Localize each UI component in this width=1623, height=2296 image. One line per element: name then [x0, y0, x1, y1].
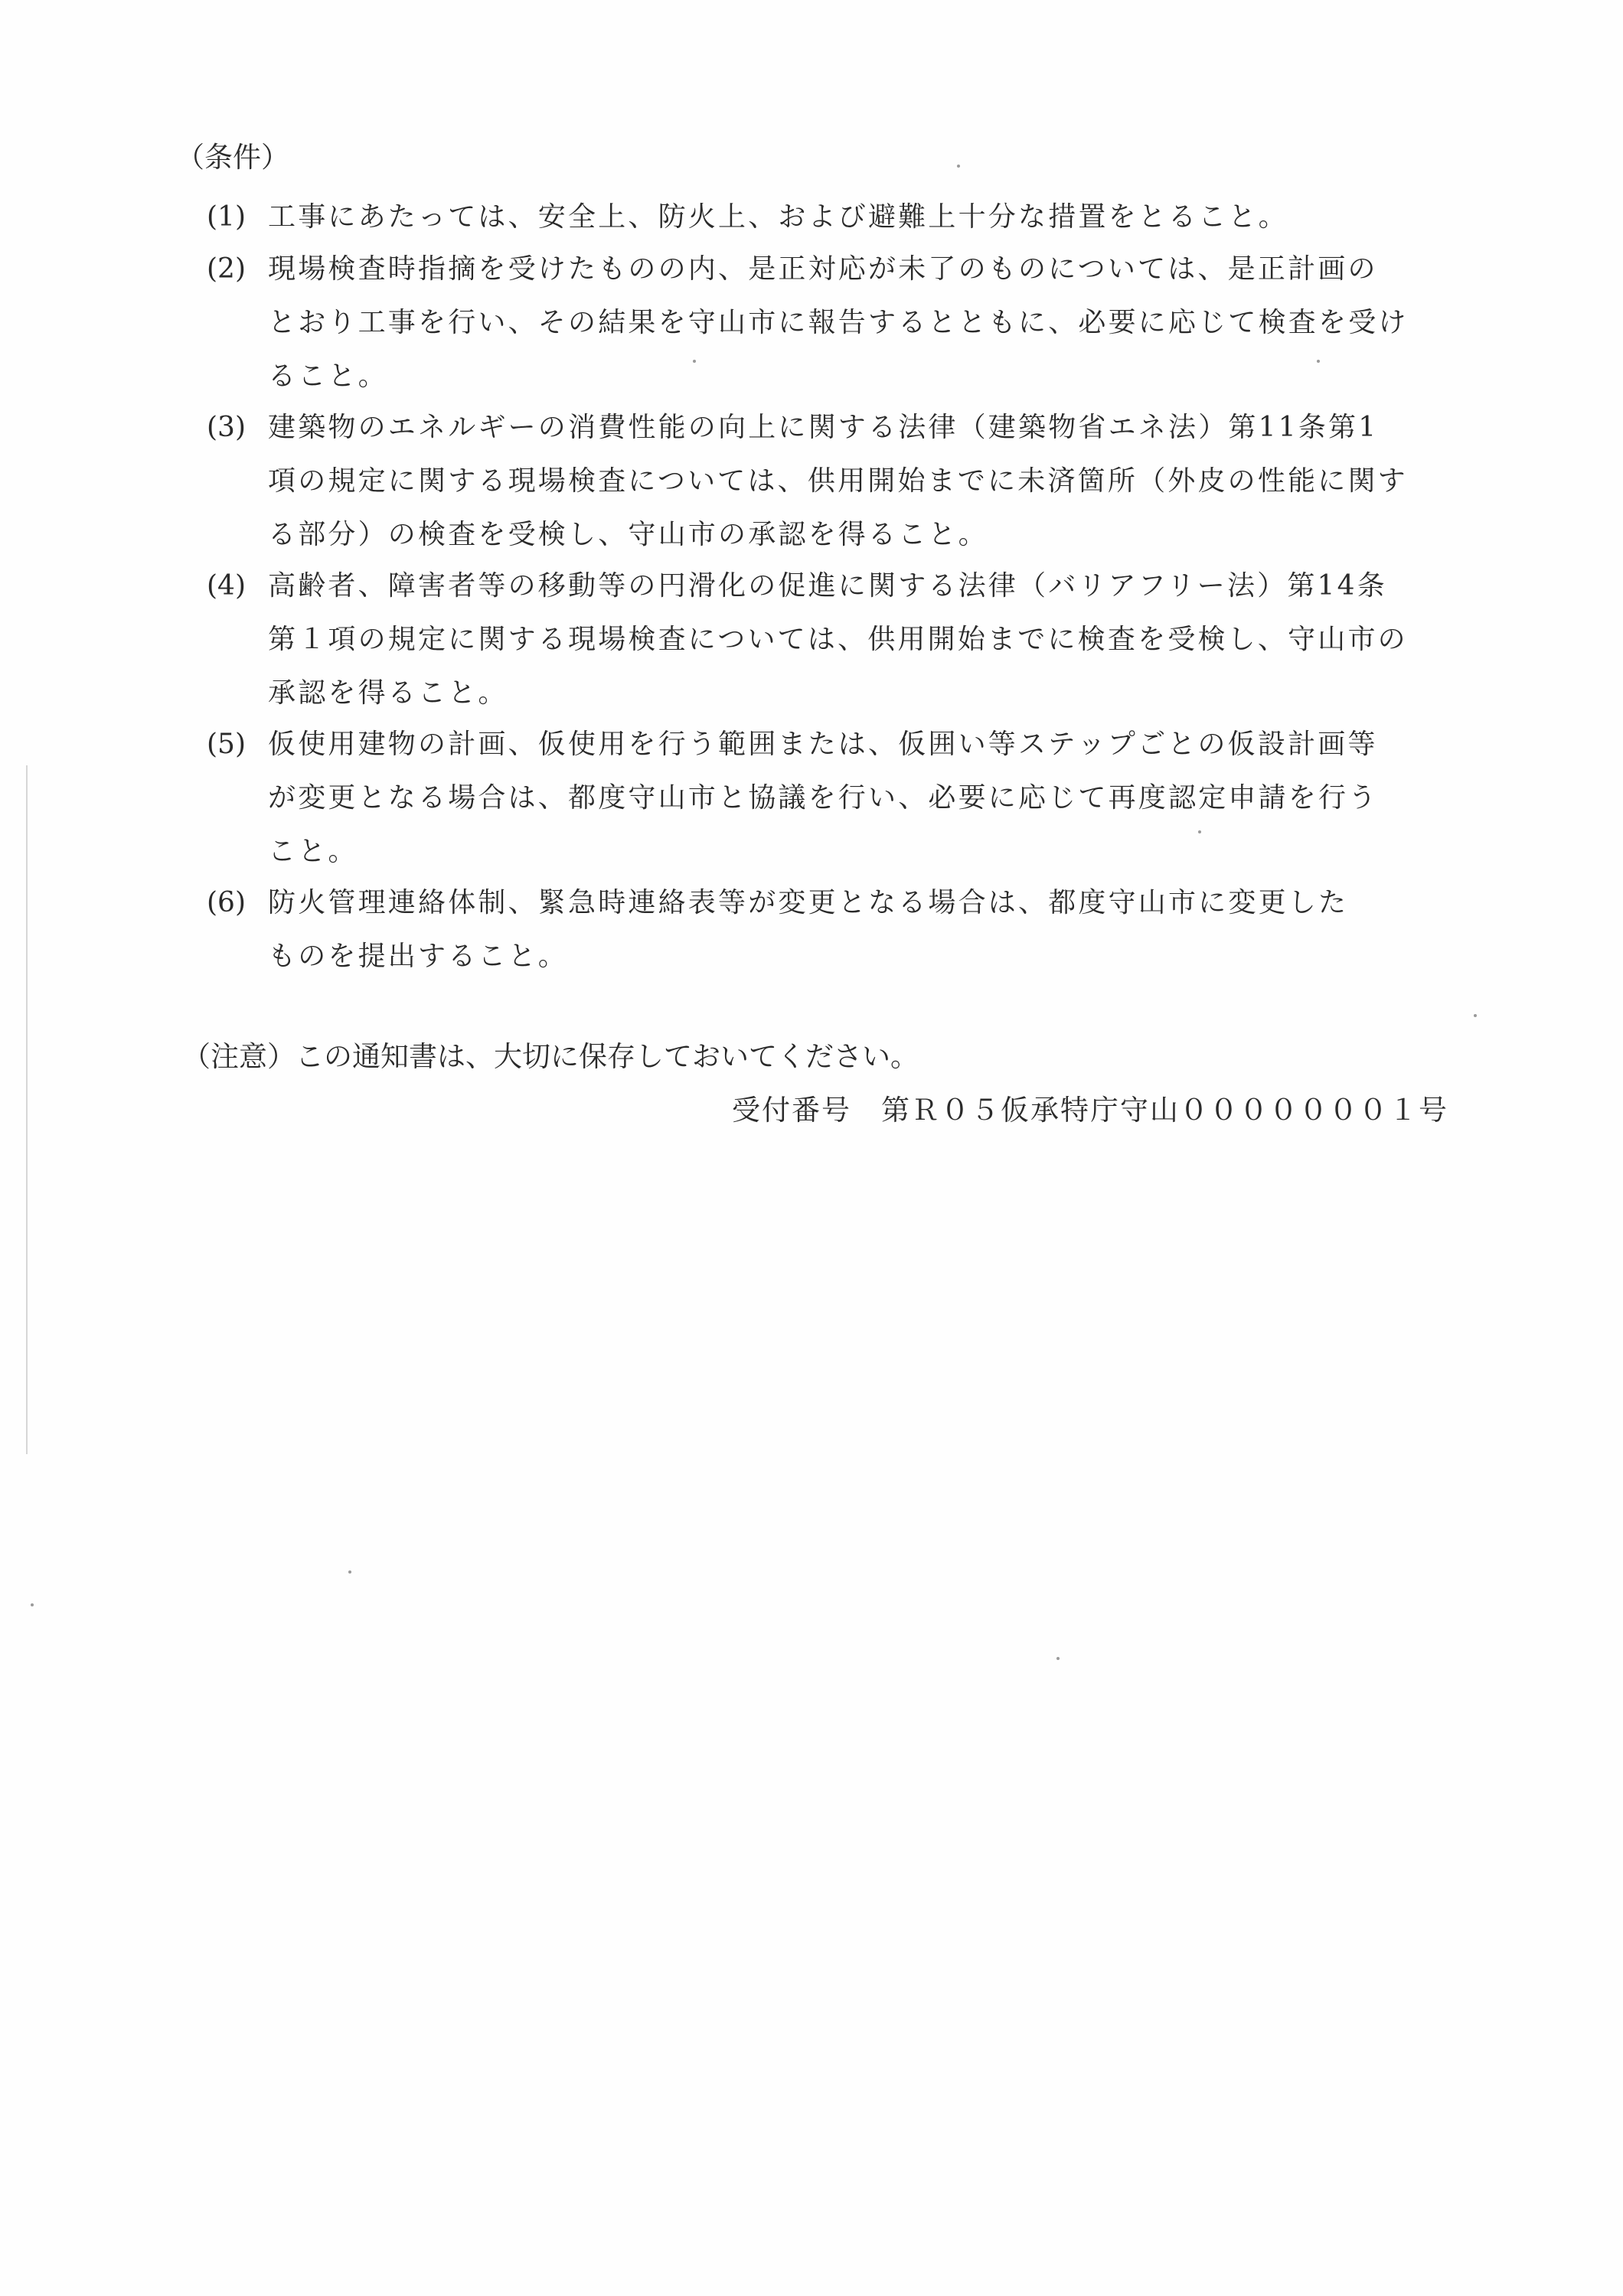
- condition-text-line: 防火管理連絡体制、緊急時連絡表等が変更となる場合は、都度守山市に変更した: [268, 887, 1349, 918]
- condition-text-line: 第１項の規定に関する現場検査については、供用開始までに検査を受検し、守山市の: [268, 624, 1408, 655]
- condition-text-line: こと。: [268, 836, 358, 867]
- scan-edge-line: [26, 765, 28, 1454]
- condition-text-line: る部分）の検査を受検し、守山市の承認を得ること。: [268, 519, 988, 550]
- condition-text-line: ること。: [268, 360, 388, 392]
- scan-speck: [1474, 1014, 1477, 1017]
- receipt-number: 受付番号 第Ｒ０５仮承特庁守山０００００００１号: [732, 1094, 1448, 1127]
- condition-number: (6): [207, 887, 246, 918]
- scan-speck: [1056, 1657, 1060, 1660]
- scan-speck: [1317, 360, 1320, 363]
- condition-text-line: とおり工事を行い、その結果を守山市に報告するとともに、必要に応じて検査を受け: [268, 307, 1409, 338]
- condition-text-line: 承認を得ること。: [268, 677, 508, 709]
- scan-speck: [31, 1603, 34, 1606]
- condition-number: (1): [207, 201, 246, 233]
- notice-text: （注意）この通知書は、大切に保存しておいてください。: [182, 1040, 919, 1073]
- scan-speck: [348, 1570, 351, 1574]
- condition-text-line: 仮使用建物の計画、仮使用を行う範囲または、仮囲い等ステップごとの仮設計画等: [268, 729, 1378, 760]
- scan-speck: [1198, 830, 1201, 833]
- condition-text-line: 項の規定に関する現場検査については、供用開始までに未済箇所（外皮の性能に関す: [268, 465, 1408, 497]
- condition-text-line: 現場検査時指摘を受けたものの内、是正対応が未了のものについては、是正計画の: [268, 253, 1378, 285]
- condition-text-line: 高齢者、障害者等の移動等の円滑化の促進に関する法律（バリアフリー法）第14条: [268, 570, 1387, 602]
- condition-text-line: 建築物のエネルギーの消費性能の向上に関する法律（建築物省エネ法）第11条第1: [268, 412, 1379, 443]
- condition-number: (2): [207, 253, 246, 285]
- scan-speck: [693, 360, 696, 363]
- scan-speck: [957, 165, 960, 168]
- condition-number: (3): [207, 412, 246, 443]
- condition-text-line: が変更となる場合は、都度守山市と協議を行い、必要に応じて再度認定申請を行う: [268, 782, 1379, 814]
- condition-text-line: 工事にあたっては、安全上、防火上、および避難上十分な措置をとること。: [268, 201, 1288, 233]
- condition-text-line: ものを提出すること。: [268, 941, 569, 972]
- conditions-heading: （条件）: [176, 141, 289, 174]
- condition-number: (4): [207, 570, 246, 602]
- condition-number: (5): [207, 729, 246, 760]
